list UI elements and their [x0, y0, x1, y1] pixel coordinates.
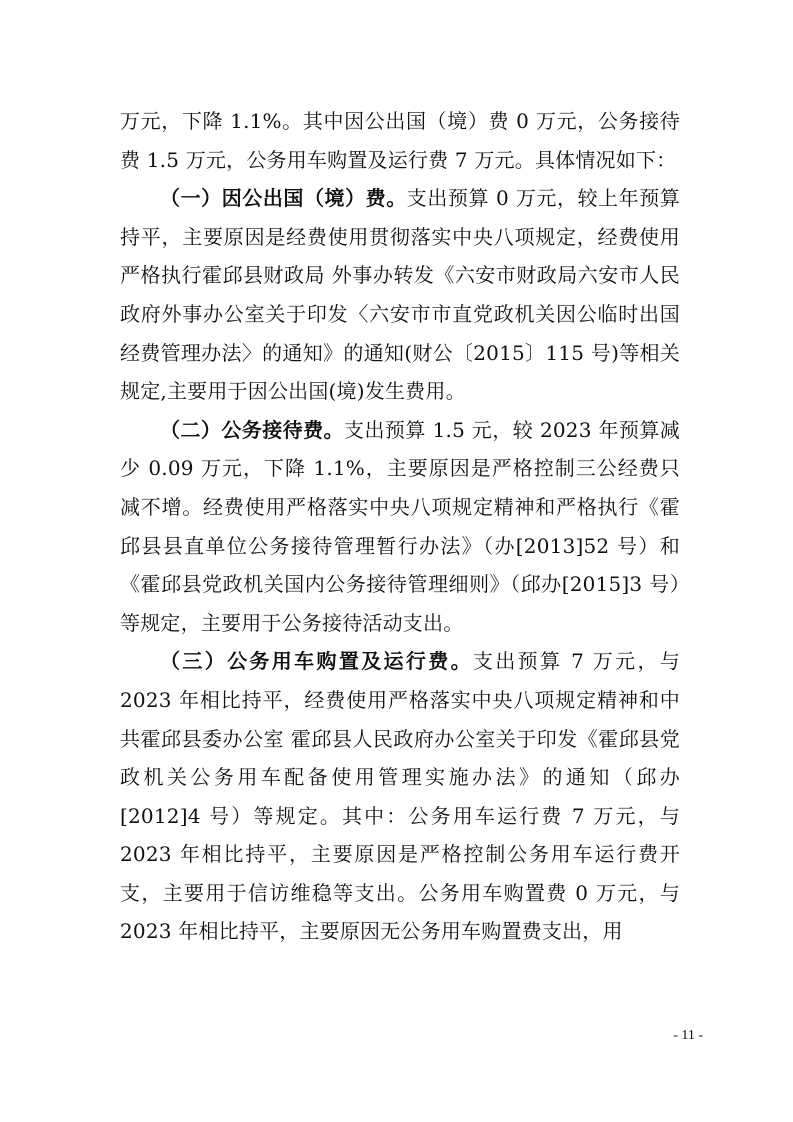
intro-paragraph: 万元，下降 1.1%。其中因公出国（境）费 0 万元，公务接待费 1.5 万元，公务用车购置及运行费 7 万元。具体情况如下：: [120, 109, 680, 172]
page-number: - 11 -: [673, 1028, 703, 1043]
section-body: 支出预算 1.5 元，较 2023 年预算减少 0.09 万元，下降 1.1%，主要原因是严格控制三公经费只减不增。经费使用严格落实中央八项规定精神和严格执行《霍邱县县直单位公务接待管理暂行办法》（办[2013]52 号）和《霍邱县党政机关国内公务接待管理细则》（邱办[2015]3 号）等规定，主要用于公务接待活动支出。: [120, 417, 680, 635]
section-official-reception: [120, 411, 680, 643]
section-heading: （二）公务接待费。: [160, 417, 345, 442]
section-body: 支出预算 0 万元，较上年预算持平，主要原因是经费使用贯彻落实中央八项规定，经费使用严格执行霍邱县财政局 外事办转发《六安市财政局六安市人民政府外事办公室关于印发〈六安市市直党政机关因公临时出国经费管理办法〉的通知》的通知(财公〔2015〕115 号)等相关规定,主要用于因公出国(境)发生费用。: [120, 186, 680, 404]
section-official-vehicles: [120, 642, 680, 951]
section-outbound-travel: [120, 179, 680, 411]
section-body: 支出预算 7 万元，与 2023 年相比持平，经费使用严格落实中央八项规定精神和中共霍邱县委办公室 霍邱县人民政府办公室关于印发《霍邱县党政机关公务用车配备使用管理实施办法》的通知（邱办[2012]4 号）等规定。其中：公务用车运行费 7 万元，与 2023 年相比持平，主要原因是严格控制公务用车运行费开支，主要用于信访维稳等支出。公务用车购置费 0 万元，与 2023 年相比持平，主要原因无公务用车购置费支出，用: [120, 649, 680, 944]
section-heading: （三）公务用车购置及运行费。: [160, 649, 473, 674]
section-heading: （一）因公出国（境）费。: [160, 186, 407, 211]
body-text: [120, 102, 680, 951]
